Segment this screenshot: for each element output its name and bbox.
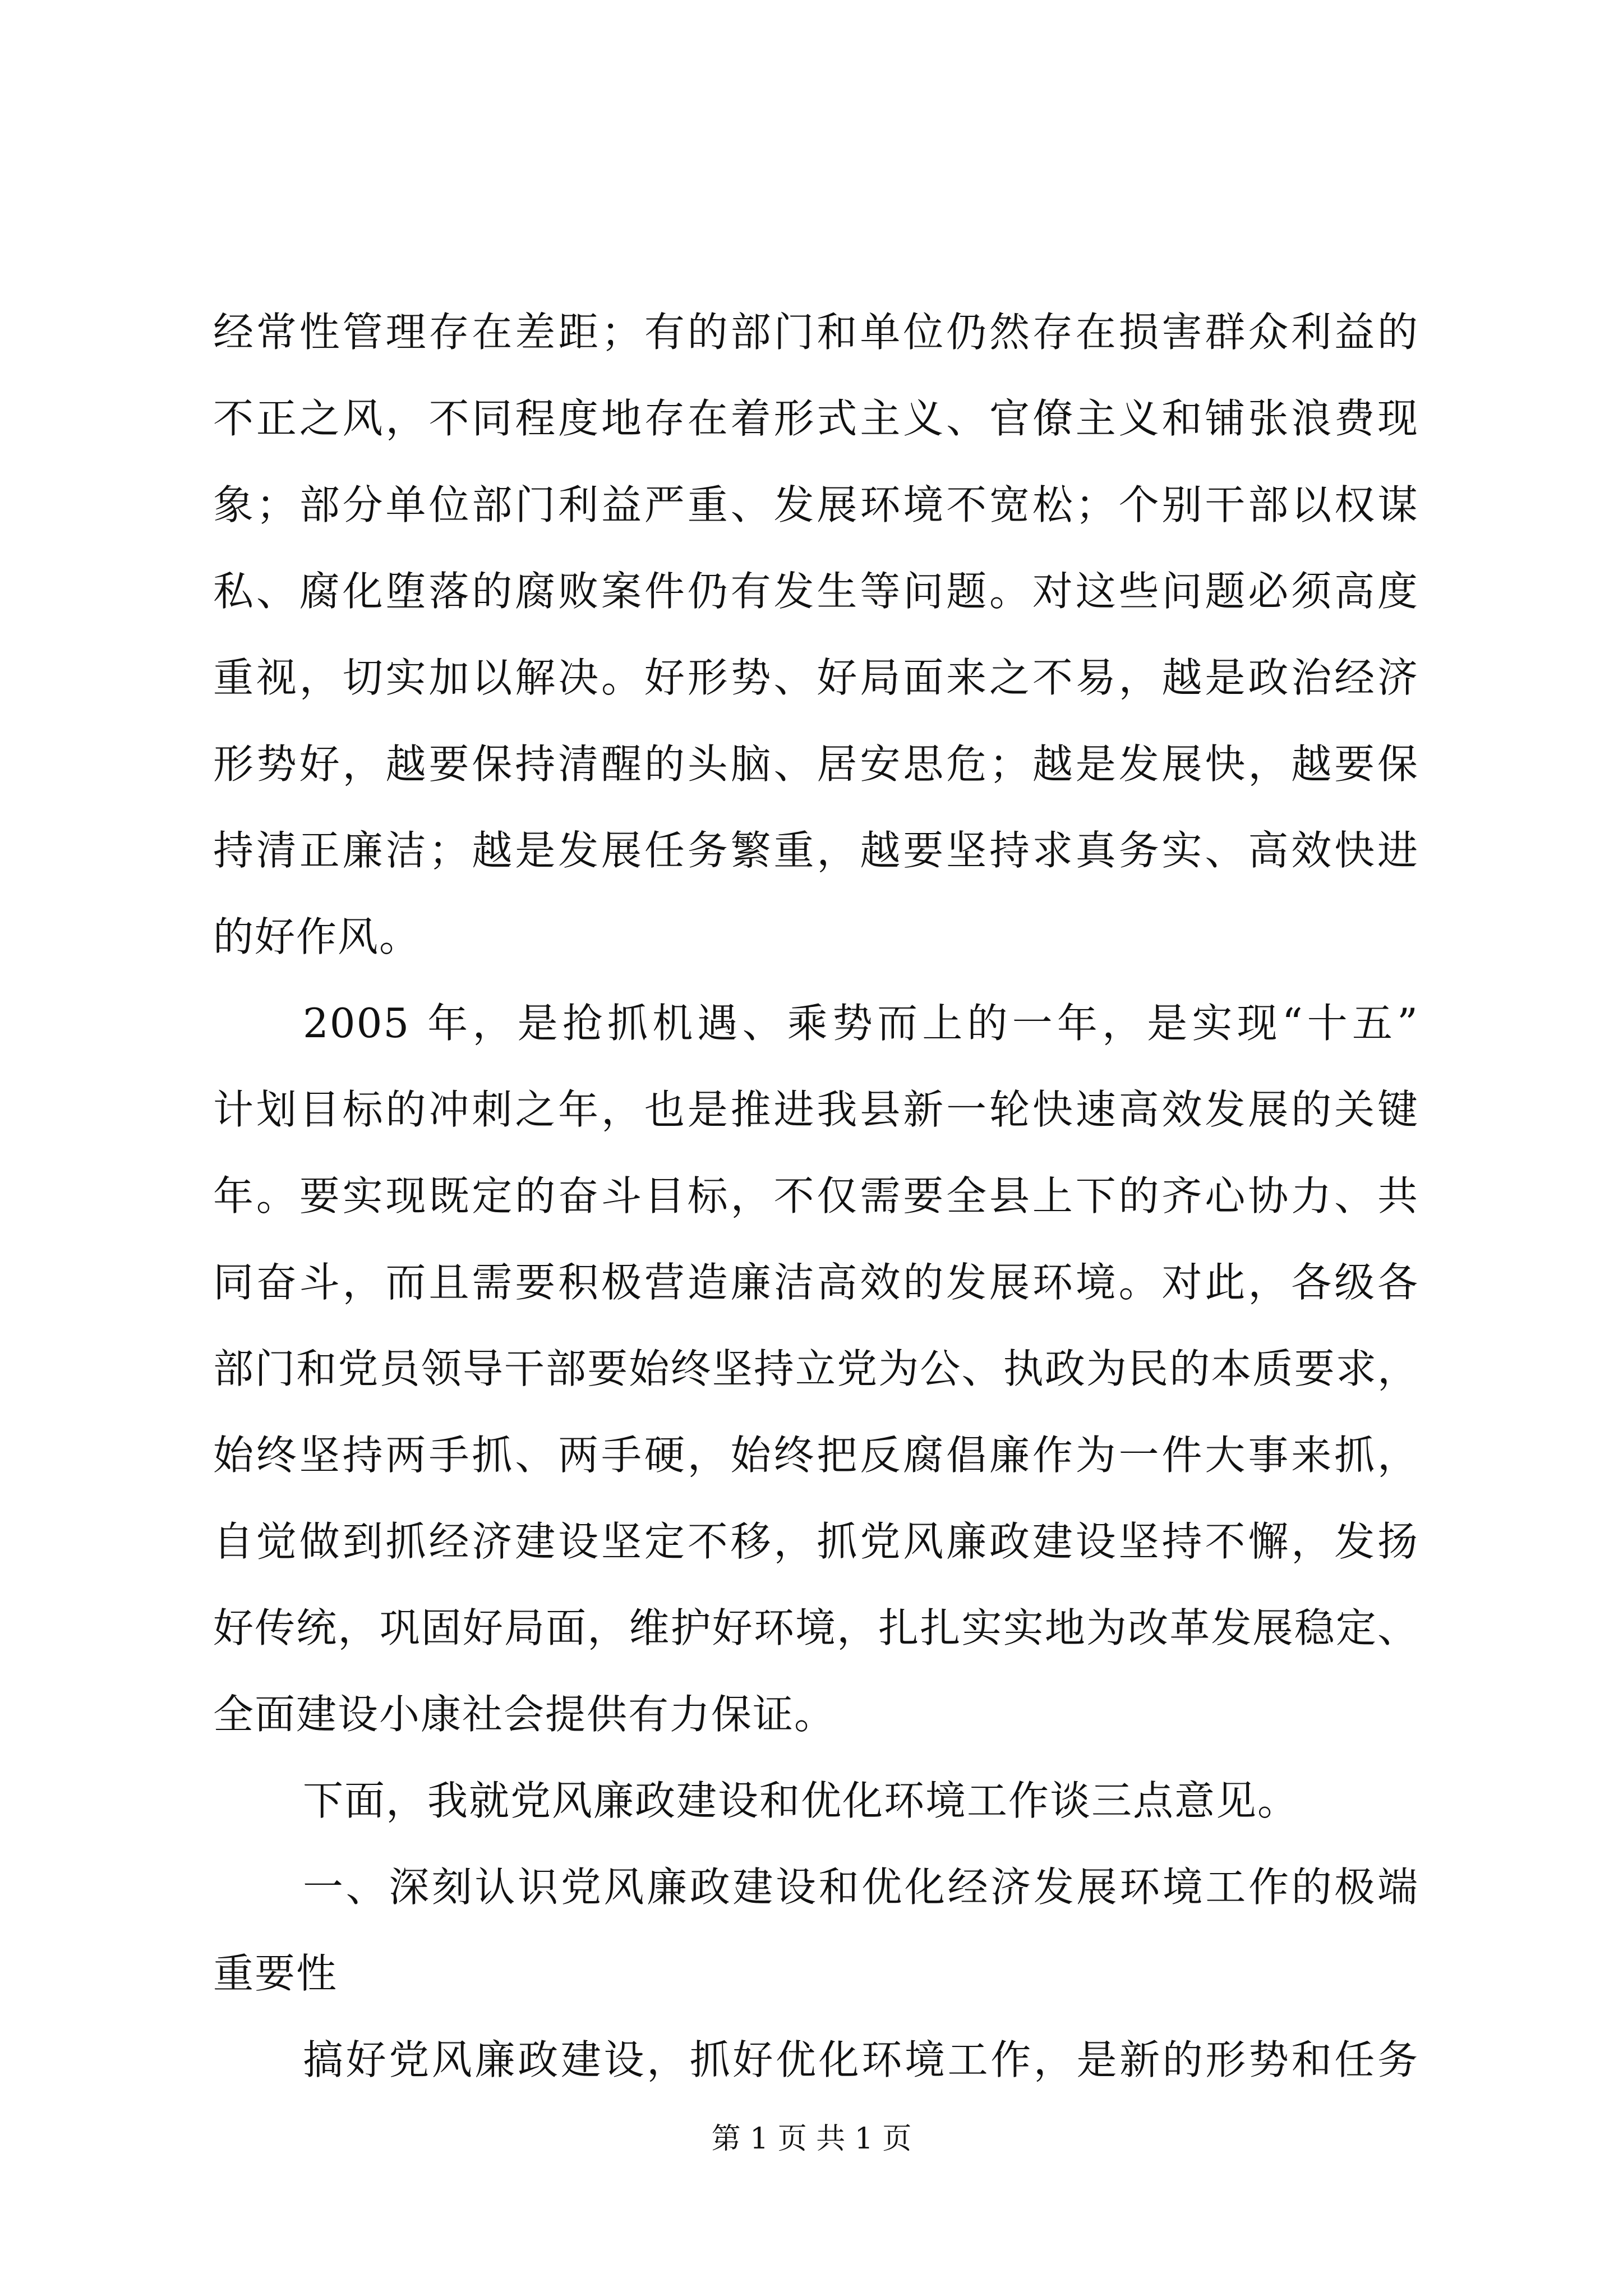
text-line: 年。要实现既定的奋斗目标，不仅需要全县上下的齐心协力、共 (213, 1172, 1419, 1220)
text-line: 自觉做到抓经济建设坚定不移，抓党风廉政建设坚持不懈，发扬 (213, 1518, 1419, 1565)
page-footer: 第 1 页 共 1 页 (711, 2122, 912, 2156)
text-line: 私、腐化堕落的腐败案件仍有发生等问题。对这些问题必须高度 (213, 568, 1419, 615)
text-line: 部门和党员领导干部要始终坚持立党为公、执政为民的本质要求， (213, 1345, 1419, 1392)
document-body (213, 289, 1419, 2103)
text-line: 不正之风，不同程度地存在着形式主义、官僚主义和铺张浪费现 (213, 395, 1419, 442)
text-line: 的好作风。 (213, 913, 421, 960)
text-line: 搞好党风廉政建设，抓好优化环境工作，是新的形势和任务 (303, 2036, 1419, 2083)
text-line: 计划目标的冲刺之年，也是推进我县新一轮快速高效发展的关键 (213, 1086, 1419, 1133)
text-line: 重视，切实加以解决。好形势、好局面来之不易，越是政治经济 (213, 654, 1419, 701)
text-line: 同奋斗，而且需要积极营造廉洁高效的发展环境。对此，各级各 (213, 1259, 1419, 1306)
text-line: 一、深刻认识党风廉政建设和优化经济发展环境工作的极端 (303, 1864, 1419, 1911)
text-line: 2005 年，是抢抓机遇、乘势而上的一年，是实现“十五” (303, 1000, 1419, 1047)
text-line: 持清正廉洁；越是发展任务繁重，越要坚持求真务实、高效快进 (213, 827, 1419, 874)
text-line: 下面，我就党风廉政建设和优化环境工作谈三点意见。 (303, 1777, 1299, 1824)
text-line: 象；部分单位部门利益严重、发展环境不宽松；个别干部以权谋 (213, 481, 1419, 528)
text-line: 重要性 (213, 1950, 338, 1997)
text-line: 经常性管理存在差距；有的部门和单位仍然存在损害群众利益的 (213, 309, 1419, 356)
text-line: 好传统，巩固好局面，维护好环境，扎扎实实地为改革发展稳定、 (213, 1604, 1419, 1651)
text-line: 形势好，越要保持清醒的头脑、居安思危；越是发展快，越要保 (213, 740, 1419, 788)
text-line: 始终坚持两手抓、两手硬，始终把反腐倡廉作为一件大事来抓， (213, 1432, 1419, 1479)
text-line: 全面建设小康社会提供有力保证。 (213, 1691, 836, 1738)
